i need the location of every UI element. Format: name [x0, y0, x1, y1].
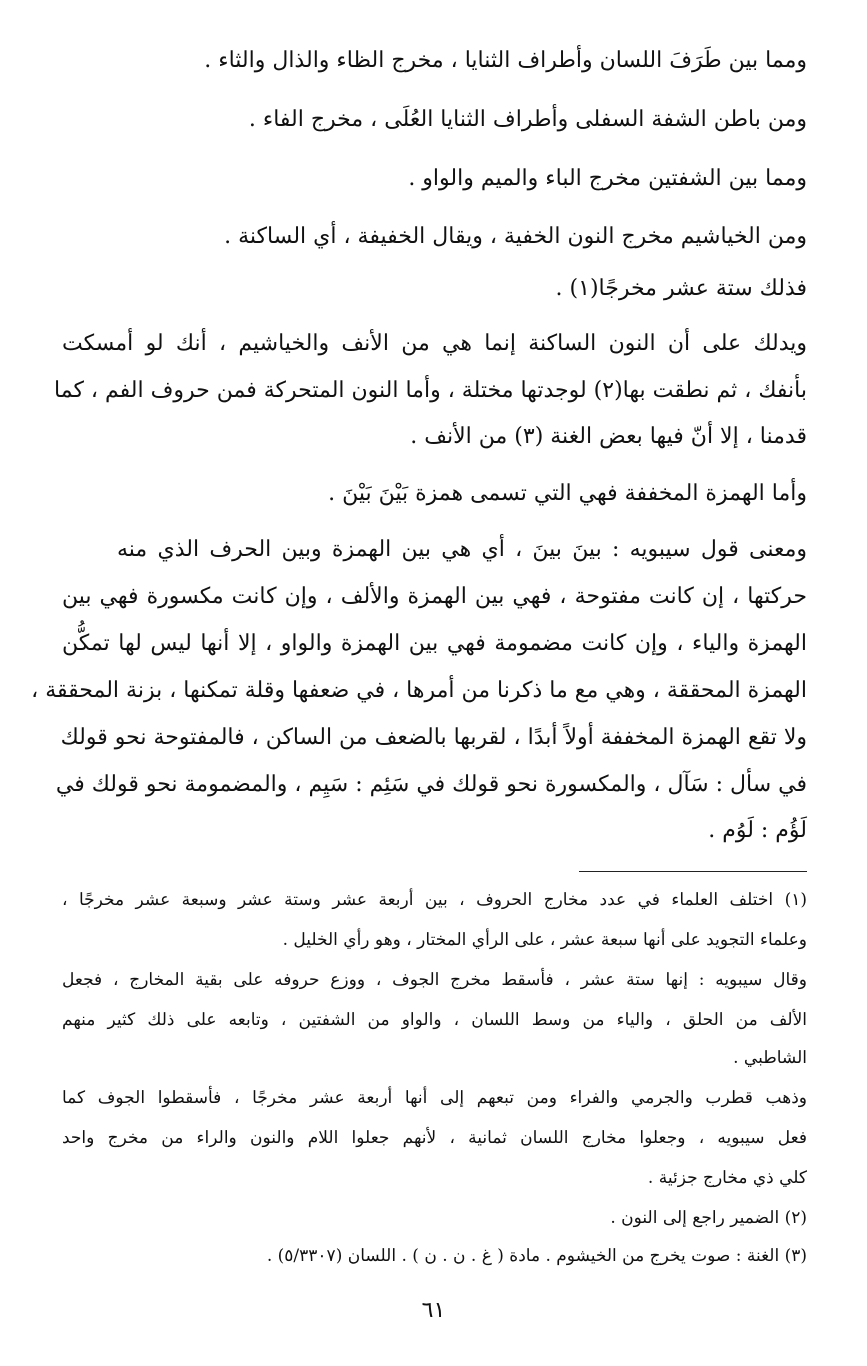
- text-line: الهمزة المحققة ، وهي مع ما ذكرنا من أمرها ، في ضعفها وقلة تمكنها ، بزنة المحققة ،: [31, 678, 807, 703]
- footnote-line: (٢) الضمير راجع إلى النون .: [610, 1208, 807, 1228]
- footnote-line: وقال سيبويه : إنها ستة عشر ، فأسقط مخرج الجوف ، ووزع حروفه على بقية المخارج ، فجعل: [62, 970, 807, 990]
- footnote-line: كلي ذي مخارج جزئية .: [647, 1168, 807, 1188]
- text-line: ويدلك على أن النون الساكنة إنما هي من الأنف والخياشيم ، أنك لو أمسكت: [62, 331, 807, 356]
- text-line: ومما بين طَرَفَ اللسان وأطراف الثنايا ، مخرج الظاء والذال والثاء .: [204, 48, 807, 73]
- footnote-line: وعلماء التجويد على أنها سبعة عشر ، على الرأي المختار ، وهو رأي الخليل .: [282, 930, 807, 950]
- text-line: في سأل : سَآل ، والمكسورة نحو قولك في سَئِم : سَيِم ، والمضمومة نحو قولك في: [55, 772, 807, 797]
- text-line: ومن الخياشيم مخرج النون الخفية ، ويقال الخفيفة ، أي الساكنة .: [224, 224, 807, 249]
- footnote-line: فعل سيبويه ، وجعلوا مخارج اللسان ثمانية ، لأنهم جعلوا اللام والنون والراء من مخرج واحد: [62, 1128, 807, 1148]
- text-line: ومن باطن الشفة السفلى وأطراف الثنايا العُلَى ، مخرج الفاء .: [248, 107, 807, 132]
- footnote-line: (٣) الغنة : صوت يخرج من الخيشوم . مادة ( غ . ن . ن ) . اللسان (٥/٣٣٠٧) .: [266, 1246, 807, 1266]
- footnote-line: وذهب قطرب والجرمي والفراء ومن تبعهم إلى أنها أربعة عشر مخرجًا ، فأسقطوا الجوف كما: [62, 1088, 807, 1108]
- text-line: فذلك ستة عشر مخرجًا(١) .: [555, 276, 807, 301]
- footnote-line: (١) اختلف العلماء في عدد مخارج الحروف ، بين أربعة عشر وستة عشر وسبعة عشر مخرجًا ،: [62, 890, 807, 910]
- text-line: وأما الهمزة المخففة فهي التي تسمى همزة بَيْنَ بَيْنَ .: [328, 481, 807, 506]
- footnote-line: الألف من الحلق ، والياء من وسط اللسان ، والواو من الشفتين ، وتابعه على ذلك كثير منهم: [62, 1010, 807, 1030]
- text-line: حركتها ، إن كانت مفتوحة ، فهي بين الهمزة والألف ، وإن كانت مكسورة فهي بين: [62, 584, 807, 609]
- text-line: لَؤُم : لَوُم .: [708, 818, 807, 843]
- footnote-line: الشاطبي .: [733, 1048, 807, 1068]
- page-number: ٦١: [421, 1298, 446, 1323]
- text-line: ولا تقع الهمزة المخففة أولاً أبدًا ، لقربها بالضعف من الساكن ، فالمفتوحة نحو قولك: [60, 725, 807, 750]
- text-line: ومما بين الشفتين مخرج الباء والميم والواو .: [408, 166, 807, 191]
- text-line: الهمزة والياء ، وإن كانت مضمومة فهي بين الهمزة والواو ، إلا أنها ليس لها تمكُّن: [62, 631, 807, 656]
- footnote-separator: [579, 871, 807, 872]
- text-line: قدمنا ، إلا أنّ فيها بعض الغنة (٣) من الأنف .: [410, 424, 807, 449]
- text-line: بأنفك ، ثم نطقت بها(٢) لوجدتها مختلة ، وأما النون المتحركة فمن حروف الفم ، كما: [54, 378, 807, 403]
- text-line: ومعنى قول سيبويه : بينَ بينَ ، أي هي بين الهمزة وبين الحرف الذي منه: [117, 537, 807, 562]
